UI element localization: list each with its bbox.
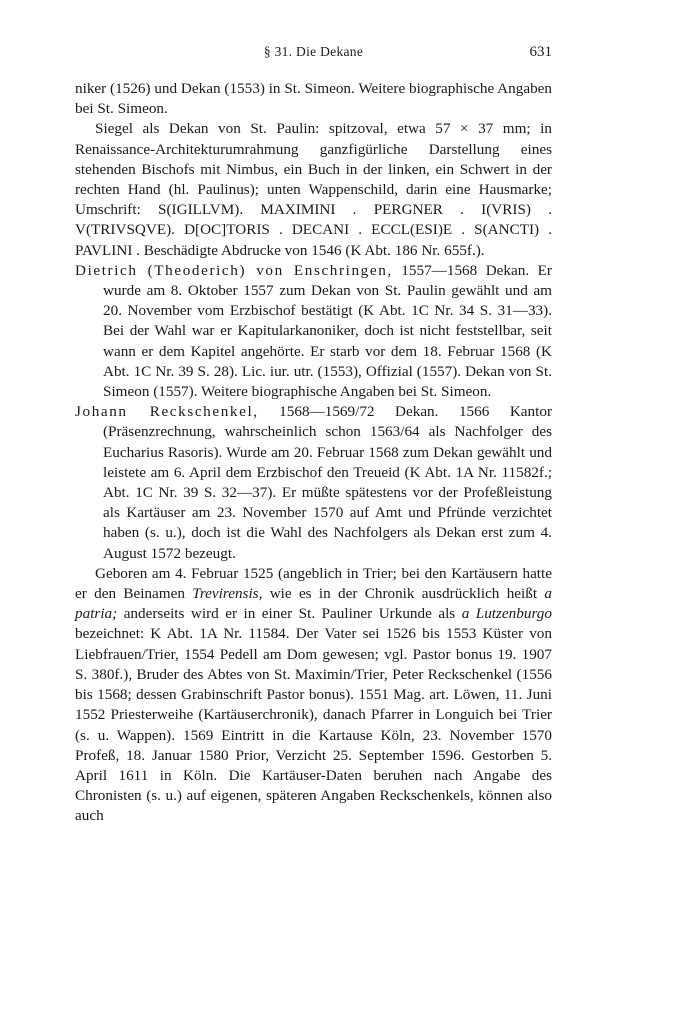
- biography-text-b: , wie es in der Chronik ausdrücklich heißt: [258, 585, 545, 603]
- body-text: [75, 79, 552, 827]
- running-head: [75, 44, 552, 64]
- biography-text-c: anderseits wird er in einer St. Pauliner Urkunde als: [117, 605, 462, 623]
- biography-text-a: Geboren am 4. Februar 1525 (angeblich in Trier; bei den Kartäusern hatte er den Beinamen: [75, 564, 552, 603]
- biography-italic-a-patria: a patria;: [75, 585, 552, 623]
- page-number: 631: [529, 44, 552, 60]
- biography-italic-a-lutzenburgo: a Lutzenburgo: [461, 605, 552, 623]
- entry-dietrich: [75, 261, 552, 402]
- running-title: § 31. Die Dekane: [263, 44, 364, 59]
- paragraph-continuation: niker (1526) und Dekan (1553) in St. Simeon. Weitere biographische Angaben bei St. Simeon.: [75, 80, 552, 118]
- entry-text-dietrich: 1557—1568 Dekan. Er wurde am 8. Oktober 1557 zum Dekan von St. Paulin gewählt und am 20. November vom Erzbischof bestätigt (K Abt. 1C Nr. 34 S. 31—33). Bei der Wahl war er Kapitularkanoniker, doch ist nicht feststellbar, seit wann er dem Kapitel angehörte. Er starb vor dem 18. Februar 1568 (K Abt. 1C Nr. 39 S. 28). Lic. iur. utr. (1553), Offizial (1557). Dekan von St. Simeon (1557). Weitere biographische Angaben bei St. Simeon.: [103, 261, 552, 401]
- biography-text-d: bezeichnet: K Abt. 1A Nr. 11584. Der Vater sei 1526 bis 1553 Küster von Liebfrauen/Trier, 1554 Pedell am Dom gewesen; vgl. Pastor bonus 19. 1907 S. 380f.), Bruder des Abtes von St. Maximin/Trier, Peter Reckschenkel (1556 bis 1568; dessen Grabinschrift Pastor bonus). 1551 Mag. art. Löwen, 11. Juni 1552 Priesterweihe (Kartäuserchronik), danach Pfarrer in Longuich bei Trier (s. u. Wappen). 1569 Eintritt in die Kartause Köln, 23. November 1570 Profeß, 18. Januar 1580 Prior, Verzicht 25. September 1596. Gestorben 5. April 1611 in Köln. Die Kartäuser-Daten beruhen nach Angabe des Chronisten (s. u.) auf eigenen, späteren Angaben Reckschenkels, können also auch: [75, 625, 552, 825]
- entry-text-johann: 1568—1569/72 Dekan. 1566 Kantor (Präsenzrechnung, wahrscheinlich schon 1563/64 als Nachfolger des Eucharius Rasoris). Wurde am 20. Februar 1568 zum Dekan gewählt und leistete am 6. April dem Erzbischof den Treueid (K Abt. 1A Nr. 11582f.; Abt. 1C Nr. 39 S. 32—37). Er müßte spätestens vor der Profeßleistung als Kartäuser am 23. November 1570 auf Amt und Pfründe verzichtet haben (s. u.), doch ist die Wahl des Nachfolgers als Dekan erst zum 4. August 1572 bezeugt.: [103, 403, 552, 562]
- entry-name-dietrich: Dietrich (Theoderich) von Enschringen,: [75, 261, 393, 279]
- entry-name-johann: Johann Reckschenkel,: [75, 403, 259, 421]
- paragraph-seal: Siegel als Dekan von St. Paulin: spitzoval, etwa 57 × 37 mm; in Renaissance-Architekturumrahmung ganzfigürliche Darstellung eines stehenden Bischofs mit Nimbus, ein Buch in der linken, ein Schwert in der rechten Hand (hl. Paulinus); unten Wappenschild, darin eine Hausmarke; Umschrift: S(IGILLVM). MAXIMINI . PERGNER . I(VRIS) . V(TRIVSQVE). D[OC]TORIS . DECANI . ECCL(ESI)E . S(ANCTI) . PAVLINI . Beschädigte Abdrucke von 1546 (K Abt. 186 Nr. 655f.).: [75, 120, 552, 259]
- paragraph-biography: [75, 564, 552, 827]
- biography-italic-trevirensis: Trevirensis: [192, 585, 259, 603]
- entry-johann: [75, 402, 552, 564]
